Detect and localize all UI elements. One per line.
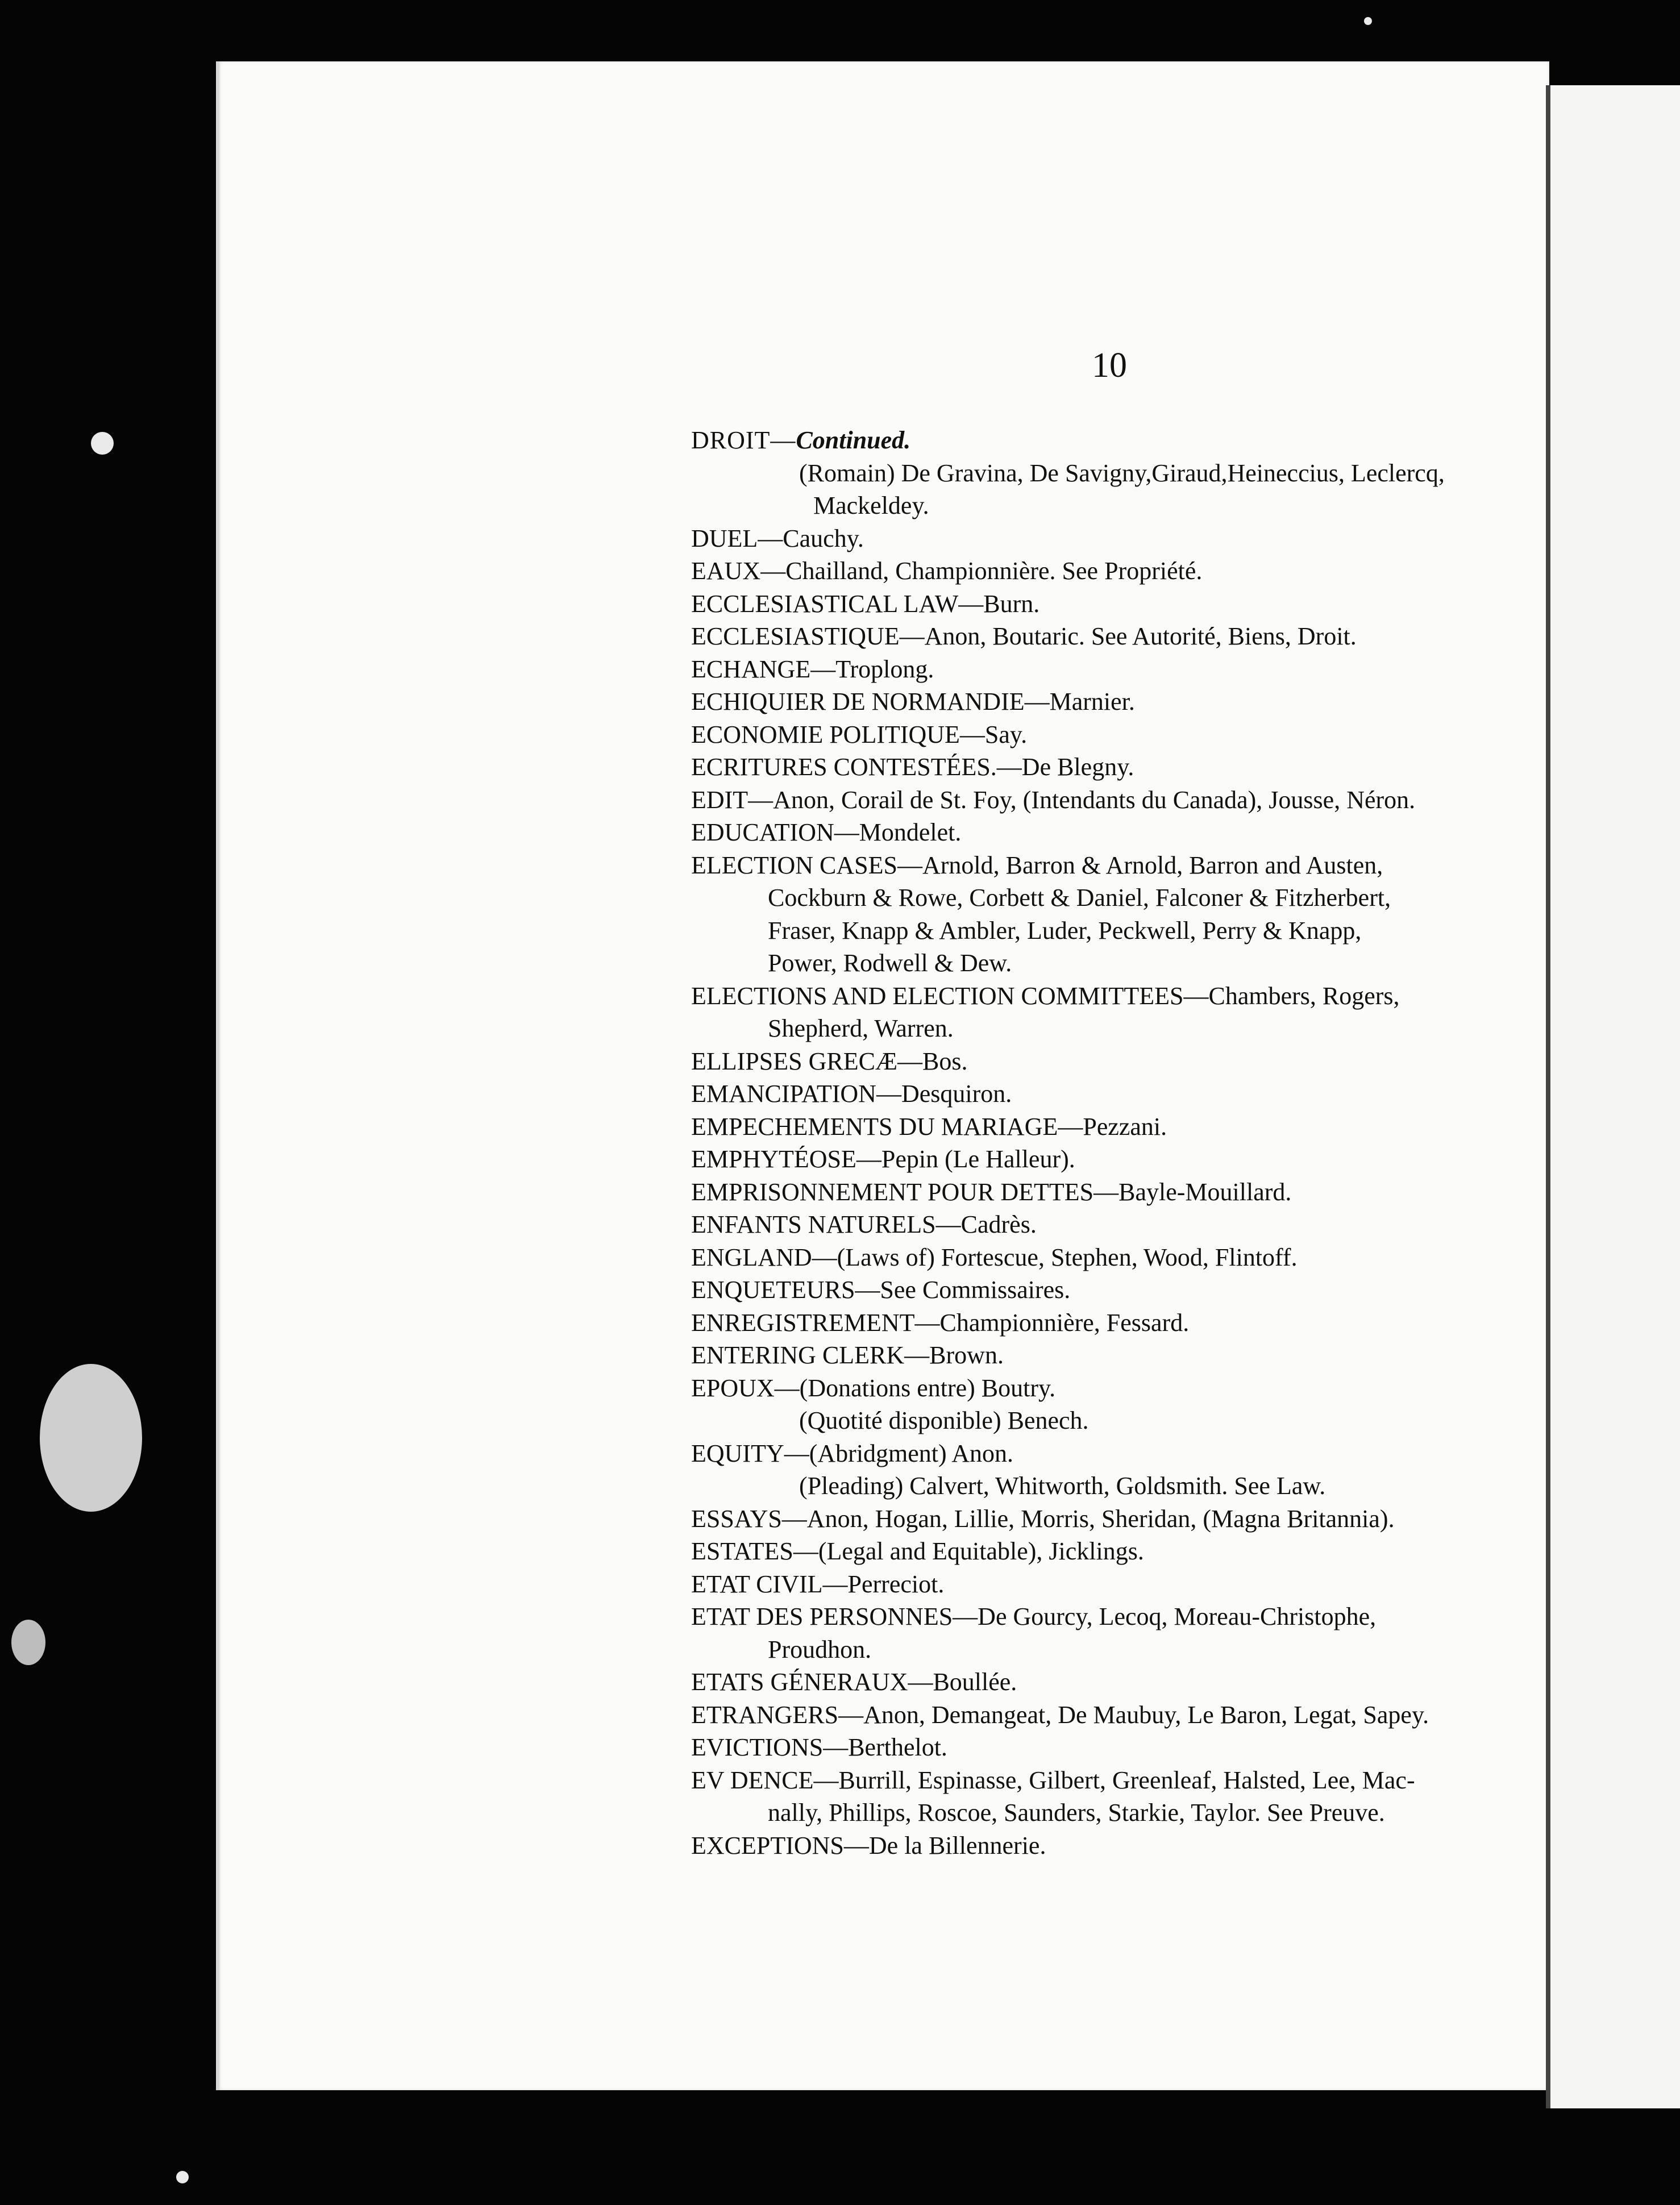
scan-speck xyxy=(1364,17,1372,25)
index-entries xyxy=(691,424,1538,1862)
entry-line: ECHIQUIER DE NORMANDIE—Marnier. xyxy=(691,688,1135,715)
entry-line: nally, Phillips, Roscoe, Saunders, Starkie, Taylor. See Preuve. xyxy=(768,1799,1385,1827)
entry-line: Power, Rodwell & Dew. xyxy=(768,949,1012,977)
entry-line: ECCLESIASTICAL LAW—Burn. xyxy=(691,589,1040,618)
next-page-edge xyxy=(1546,85,1680,2108)
entry-line: ELLIPSES GRECÆ—Bos. xyxy=(691,1047,968,1075)
entry-line: EMPRISONNEMENT POUR DETTES—Bayle-Mouillard. xyxy=(691,1178,1292,1206)
scan-speck xyxy=(91,432,114,455)
scan-speck xyxy=(11,1620,45,1665)
entry-line: EMANCIPATION—Desquiron. xyxy=(691,1080,1012,1108)
entry-line: ETRANGERS—Anon, Demangeat, De Maubuy, Le Baron, Legat, Sapey. xyxy=(691,1700,1429,1729)
entry-line: ECRITURES CONTESTÉES.—De Blegny. xyxy=(691,753,1134,781)
entry-line: EXCEPTIONS—De la Billennerie. xyxy=(691,1831,1046,1859)
entry-line: Fraser, Knapp & Ambler, Luder, Peckwell, Perry & Knapp, xyxy=(768,916,1362,945)
entry-line: ELECTIONS AND ELECTION COMMITTEES—Chambers, Rogers, xyxy=(691,981,1400,1010)
entry-line: ELECTION CASES—Arnold, Barron & Arnold, Barron and Austen, xyxy=(691,851,1383,879)
entry-line: Cockburn & Rowe, Corbett & Daniel, Falconer & Fitzherbert, xyxy=(768,884,1391,912)
entry-line: ETAT CIVIL—Perreciot. xyxy=(691,1570,945,1598)
entry-line: ENQUETEURS—See Commissaires. xyxy=(691,1276,1071,1304)
entry-line: DROIT—Continued. xyxy=(691,426,911,454)
entry-line: DUEL—Cauchy. xyxy=(691,524,864,552)
entry-line: ENREGISTREMENT—Championnière, Fessard. xyxy=(691,1308,1190,1337)
entry-line: EVICTIONS—Berthelot. xyxy=(691,1733,947,1761)
entry-line: EQUITY—(Abridgment) Anon. xyxy=(691,1439,1014,1467)
entry-line: EPOUX—(Donations entre) Boutry. xyxy=(691,1374,1056,1402)
scan-speck xyxy=(176,2171,189,2183)
entry-line: Shepherd, Warren. xyxy=(768,1014,954,1042)
entry-line: EV DENCE—Burrill, Espinasse, Gilbert, Greenleaf, Halsted, Lee, Mac- xyxy=(691,1766,1415,1794)
entry-line: EDUCATION—Mondelet. xyxy=(691,818,962,846)
entry-line: EMPHYTÉOSE—Pepin (Le Halleur). xyxy=(691,1145,1075,1173)
entry-line: (Romain) De Gravina, De Savigny,Giraud,Heineccius, Leclercq, xyxy=(799,459,1445,487)
entry-line: ENGLAND—(Laws of) Fortescue, Stephen, Wood, Flintoff. xyxy=(691,1243,1298,1271)
entry-line: ESTATES—(Legal and Equitable), Jicklings. xyxy=(691,1537,1144,1565)
entry-line: ENTERING CLERK—Brown. xyxy=(691,1341,1004,1369)
entry-line: ETATS GÉNERAUX—Boullée. xyxy=(691,1668,1017,1696)
entry-line: ECHANGE—Troplong. xyxy=(691,655,934,683)
entry-line: ENFANTS NATURELS—Cadrès. xyxy=(691,1210,1037,1238)
entry-line: ESSAYS—Anon, Hogan, Lillie, Morris, Sheridan, (Magna Britannia). xyxy=(691,1504,1395,1533)
entry-line: EMPECHEMENTS DU MARIAGE—Pezzani. xyxy=(691,1112,1167,1141)
entry-line: EDIT—Anon, Corail de St. Foy, (Intendants du Canada), Jousse, Néron. xyxy=(691,785,1416,814)
entry-line: Proudhon. xyxy=(768,1635,872,1663)
entry-line: (Quotité disponible) Benech. xyxy=(799,1407,1089,1434)
entry-line: (Pleading) Calvert, Whitworth, Goldsmith. See Law. xyxy=(799,1472,1326,1500)
entry-line: ECONOMIE POLITIQUE—Say. xyxy=(691,720,1028,748)
entry-line: ETAT DES PERSONNES—De Gourcy, Lecoq, Moreau-Christophe, xyxy=(691,1603,1377,1630)
entry-line: Mackeldey. xyxy=(813,492,929,519)
entry-line: EAUX—Chailland, Championnière. See Propriété. xyxy=(691,557,1203,585)
scan-speck xyxy=(40,1364,142,1512)
document-page xyxy=(216,61,1549,2090)
page-number: 10 xyxy=(1092,346,1127,385)
entry-line: ECCLESIASTIQUE—Anon, Boutaric. See Autorité, Biens, Droit. xyxy=(691,622,1357,650)
